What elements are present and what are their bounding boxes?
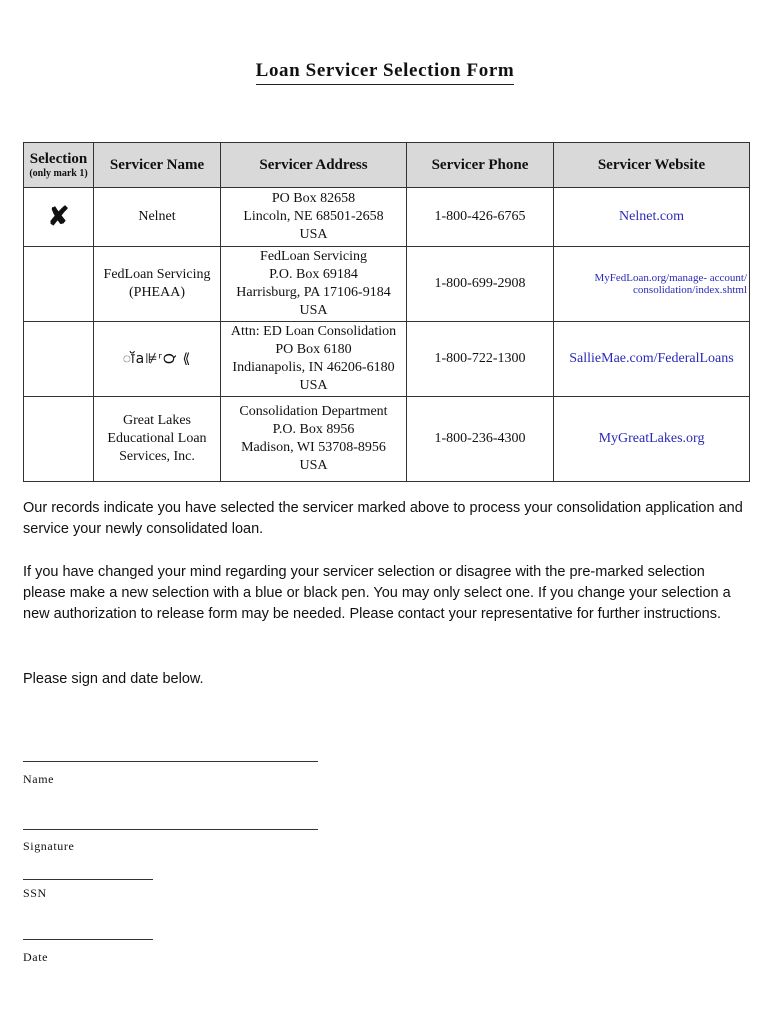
table-header-row: [24, 143, 750, 188]
date-line[interactable]: [23, 939, 153, 940]
servicer-website-link[interactable]: MyFedLoan.org/manage- account/ consolidation/index.shtml: [554, 247, 750, 322]
servicer-phone: 1-800-722-1300: [407, 322, 554, 397]
instructions-paragraph: If you have changed your mind regarding your servicer selection or disagree with the pre-marked selection please make a new selection with a blue or black pen. You may only select one. If you change your selection a new authorization to release form may be needed. Please contact your representative for further instructions.: [23, 564, 731, 622]
selection-cell[interactable]: [24, 188, 94, 247]
servicer-phone: 1-800-699-2908: [407, 247, 554, 322]
header-servicer-name: Servicer Name: [94, 143, 221, 188]
servicer-website-link[interactable]: MyGreatLakes.org: [554, 397, 750, 482]
servicer-logo-text: ॉa⊯ʳ℺ ⟪: [122, 351, 192, 367]
header-servicer-website: Servicer Website: [554, 143, 750, 188]
selection-cell[interactable]: [24, 397, 94, 482]
name-line[interactable]: [23, 761, 318, 762]
table-row: [24, 322, 750, 397]
signature-line[interactable]: [23, 829, 318, 830]
table-row: [24, 188, 750, 247]
page-title: Loan Servicer Selection Form: [0, 60, 770, 85]
header-selection: Selection (only mark 1): [24, 143, 94, 188]
servicer-address: FedLoan Servicing P.O. Box 69184 Harrisburg, PA 17106-9184 USA: [221, 247, 407, 322]
table-row: [24, 397, 750, 482]
servicer-phone: 1-800-426-6765: [407, 188, 554, 247]
name-label: Name: [23, 772, 55, 786]
header-selection-note: (only mark 1): [29, 168, 88, 179]
servicer-address: Consolidation Department P.O. Box 8956 Madison, WI 53708-8956 USA: [221, 397, 407, 482]
selection-cell[interactable]: [24, 322, 94, 397]
selected-mark-icon: ✘: [47, 202, 70, 231]
sign-prompt: Please sign and date below.: [23, 671, 204, 687]
servicer-website-link[interactable]: SallieMae.com/FederalLoans: [554, 322, 750, 397]
servicer-name: FedLoan Servicing (PHEAA): [94, 247, 221, 322]
servicer-address: Attn: ED Loan Consolidation PO Box 6180 Indianapolis, IN 46206-6180 USA: [221, 322, 407, 397]
table-row: [24, 247, 750, 322]
selection-cell[interactable]: [24, 247, 94, 322]
header-servicer-address: Servicer Address: [221, 143, 407, 188]
signature-label: Signature: [23, 839, 75, 853]
ssn-label: SSN: [23, 886, 47, 900]
servicer-table: [23, 142, 750, 482]
records-paragraph: Our records indicate you have selected the servicer marked above to process your consolidation application and service your newly consolidated loan.: [23, 500, 743, 537]
servicer-address: PO Box 82658 Lincoln, NE 68501-2658 USA: [221, 188, 407, 247]
servicer-name: Nelnet: [94, 188, 221, 247]
header-servicer-phone: Servicer Phone: [407, 143, 554, 188]
ssn-line[interactable]: [23, 879, 153, 880]
date-label: Date: [23, 950, 49, 964]
servicer-name: Great Lakes Educational Loan Services, Inc.: [94, 397, 221, 482]
servicer-website-link[interactable]: Nelnet.com: [554, 188, 750, 247]
servicer-phone: 1-800-236-4300: [407, 397, 554, 482]
servicer-name: [94, 322, 221, 397]
